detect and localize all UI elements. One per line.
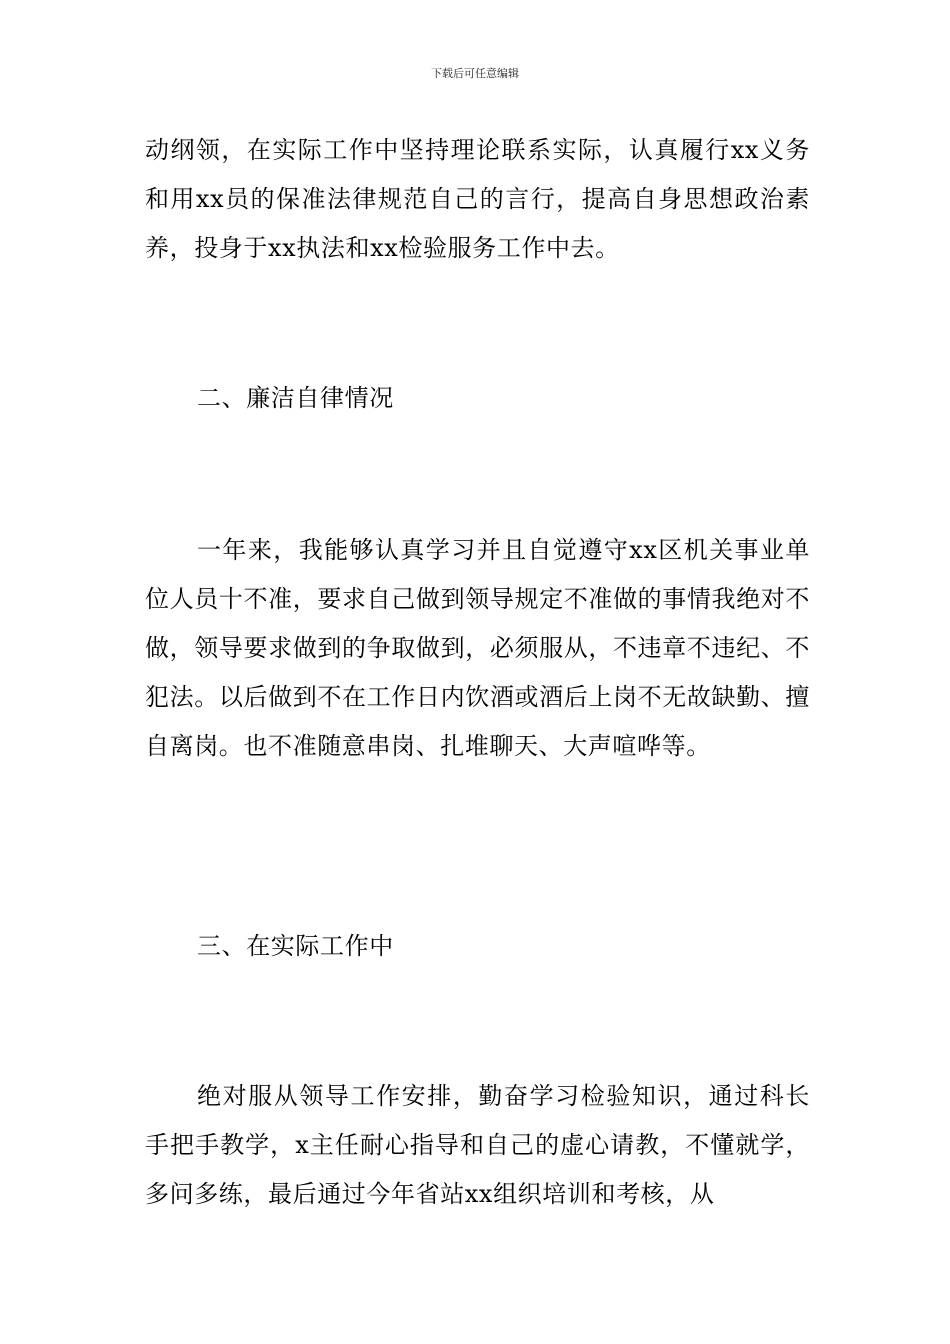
page-header: 下载后可任意编辑 xyxy=(431,67,519,80)
paragraph-practical-work: 绝对服从领导工作安排，勤奋学习检验知识，通过科长手把手教学，x主任耐心指导和自己的虚心请教，不懂就学，多问多练，最后通过今年省站xx组织培训和考核，从 xyxy=(145,1082,810,1208)
paragraph-continued: 动纲领，在实际工作中坚持理论联系实际，认真履行xx义务和用xx员的保准法律规范自己的言行，提高自身思想政治素养，投身于xx执法和xx检验服务工作中去。 xyxy=(145,136,810,262)
paragraph-self-discipline: 一年来，我能够认真学习并且自觉遵守xx区机关事业单位人员十不准，要求自己做到领导规定不准做的事情我绝对不做，领导要求做到的争取做到，必须服从，不违章不违纪、不犯法。以后做到不在工作日内饮酒或酒后上岗不无故缺勤、擅自离岗。也不准随意串岗、扎堆聊天、大声喧哗等。 xyxy=(145,536,810,760)
section-heading-3: 三、在实际工作中 xyxy=(197,932,394,960)
section-heading-2: 二、廉洁自律情况 xyxy=(197,384,394,412)
